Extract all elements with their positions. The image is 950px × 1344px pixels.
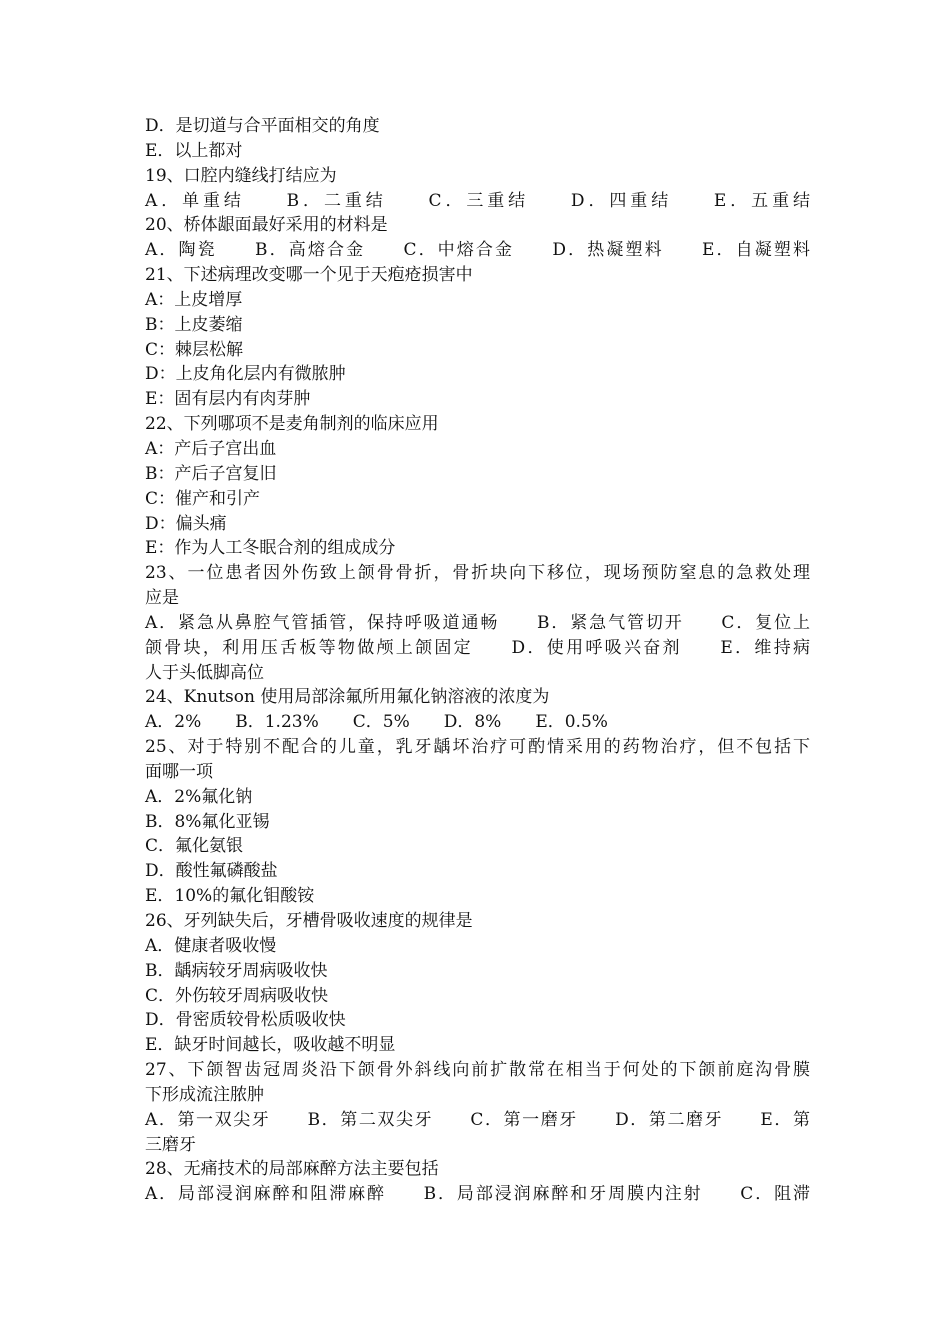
question-23-cont: 应是 — [145, 588, 179, 609]
option-line: D．酸性氟磷酸盐 — [145, 861, 278, 882]
question-23: 23、一位患者因外伤致上颌骨骨折，骨折块向下移位，现场预防窒息的急救处理 — [145, 563, 810, 584]
question-19: 19、口腔内缝线打结应为 — [145, 165, 337, 186]
option-line: E．缺牙时间越长，吸收越不明显 — [145, 1035, 396, 1056]
option-line: B．8%氟化亚锡 — [145, 811, 270, 832]
options-line: A．2% B．1.23% C．5% D．8% E．0.5% — [145, 712, 608, 733]
option-line: E．以上都对 — [145, 140, 243, 161]
question-27-cont: 下形成流注脓肿 — [145, 1084, 264, 1105]
option-line: C：棘层松解 — [145, 339, 244, 360]
question-25-cont: 面哪一项 — [145, 761, 213, 782]
question-20: 20、桥体龈面最好采用的材料是 — [145, 215, 388, 236]
options-line: 三磨牙 — [145, 1134, 196, 1155]
options-line: 颌骨块，利用压舌板等物做颅上颌固定 D．使用呼吸兴奋剂 E．维持病 — [145, 637, 810, 658]
option-line: D：偏头痛 — [145, 513, 227, 534]
question-25: 25、对于特别不配合的儿童，乳牙龋坏治疗可酌情采用的药物治疗，但不包括下 — [145, 737, 810, 758]
question-27: 27、下颌智齿冠周炎沿下颌骨外斜线向前扩散常在相当于何处的下颌前庭沟骨膜 — [145, 1060, 810, 1081]
option-line: D：上皮角化层内有微脓肿 — [145, 364, 346, 385]
document-body — [145, 114, 810, 1207]
options-line: A．陶瓷 B．高熔合金 C．中熔合金 D．热凝塑料 E．自凝塑料 — [145, 240, 810, 261]
option-line: B：产后子宫复旧 — [145, 463, 277, 484]
option-line: B：上皮萎缩 — [145, 314, 243, 335]
option-line: E：作为人工冬眠合剂的组成成分 — [145, 538, 396, 559]
options-line: 人于头低脚高位 — [145, 662, 264, 683]
option-line: E．10%的氟化钼酸铵 — [145, 886, 315, 907]
option-line: C．外伤较牙周病吸收快 — [145, 985, 329, 1006]
question-22: 22、下列哪项不是麦角制剂的临床应用 — [145, 414, 439, 435]
options-line: A．局部浸润麻醉和阻滞麻醉 B．局部浸润麻醉和牙周膜内注射 C．阻滞 — [145, 1184, 810, 1205]
option-line: A．健康者吸收慢 — [145, 935, 277, 956]
question-21: 21、下述病理改变哪一个见于天疱疮损害中 — [145, 265, 473, 286]
option-line: A．2%氟化钠 — [145, 786, 253, 807]
option-line: B．龋病较牙周病吸收快 — [145, 960, 328, 981]
option-line: E：固有层内有肉芽肿 — [145, 389, 311, 410]
option-line: D．骨密质较骨松质吸收快 — [145, 1010, 346, 1031]
option-line: C：催产和引产 — [145, 488, 261, 509]
option-line: A：产后子宫出血 — [145, 438, 277, 459]
option-line: C．氟化氨银 — [145, 836, 244, 857]
question-28: 28、无痛技术的局部麻醉方法主要包括 — [145, 1159, 439, 1180]
options-line: A．紧急从鼻腔气管插管，保持呼吸道通畅 B．紧急气管切开 C．复位上 — [145, 612, 810, 633]
option-line: A：上皮增厚 — [145, 289, 243, 310]
options-line: A．第一双尖牙 B．第二双尖牙 C．第一磨牙 D．第二磨牙 E．第 — [145, 1109, 810, 1130]
option-line: D．是切道与合平面相交的角度 — [145, 116, 380, 136]
options-line: A．单重结 B．二重结 C．三重结 D．四重结 E．五重结 — [145, 190, 810, 211]
question-24: 24、Knutson 使用局部涂氟所用氟化钠溶液的浓度为 — [145, 687, 550, 708]
question-26: 26、牙列缺失后，牙槽骨吸收速度的规律是 — [145, 911, 473, 931]
